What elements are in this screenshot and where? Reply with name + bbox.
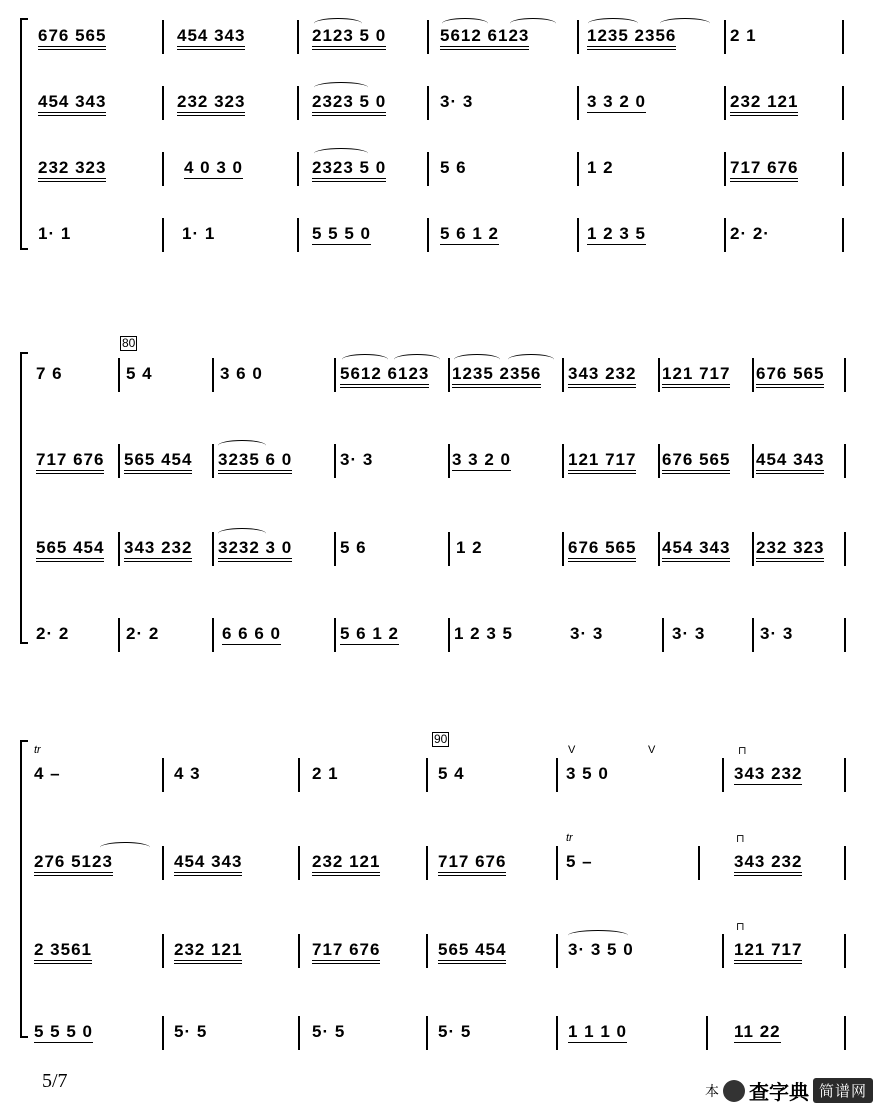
barline <box>662 618 664 652</box>
rehearsal-mark-90: 90 <box>434 732 448 746</box>
note-group: 676 565 <box>756 364 824 388</box>
note-group: 4 – <box>34 764 61 783</box>
barline <box>562 444 564 478</box>
note-group: 454 343 <box>38 92 106 116</box>
note-group: 1· 1 <box>38 224 72 243</box>
barline <box>844 1016 846 1050</box>
note-group: 343 232 <box>568 364 636 388</box>
note-group: 2123 5 0 <box>312 26 386 50</box>
staff-line-3 <box>22 152 852 192</box>
barline <box>426 934 428 968</box>
barline <box>298 758 300 792</box>
note-group: 2· 2 <box>126 624 160 643</box>
note-group: 3 3 2 0 <box>587 92 646 111</box>
barline <box>556 758 558 792</box>
note-group: 454 343 <box>662 538 730 562</box>
barline <box>448 618 450 652</box>
barline <box>842 218 844 252</box>
barline <box>842 86 844 120</box>
note-group: 343 232 <box>734 764 803 783</box>
barline <box>334 444 336 478</box>
note-group: 232 121 <box>312 852 380 876</box>
note-group: 3· 3 <box>440 92 474 111</box>
note-group: 676 565 <box>662 450 730 474</box>
note-group: 454 343 <box>177 26 245 50</box>
note-group: 676 565 <box>38 26 106 50</box>
barline <box>724 86 726 120</box>
barline <box>334 532 336 566</box>
barline <box>162 758 164 792</box>
barline <box>844 444 846 478</box>
barline <box>844 532 846 566</box>
note-group: 454 343 <box>174 852 242 876</box>
barline <box>722 758 724 792</box>
note-group: 2 1 <box>730 26 757 45</box>
barline <box>427 20 429 54</box>
bowing-mark: ⊓ <box>738 745 747 757</box>
note-group: 276 5123 <box>34 852 113 876</box>
note-group: 232 121 <box>174 940 242 964</box>
note-group: 4 3 <box>174 764 201 783</box>
barline <box>162 934 164 968</box>
barline <box>698 846 700 880</box>
note-group: 3· 3 <box>570 624 604 643</box>
barline <box>722 934 724 968</box>
note-group: 717 676 <box>36 450 104 474</box>
barline <box>562 358 564 392</box>
barline <box>844 358 846 392</box>
barline <box>448 444 450 478</box>
note-group: 565 454 <box>438 940 506 964</box>
note-group: 3232 3 0 <box>218 538 292 562</box>
barline <box>577 218 579 252</box>
barline <box>162 152 164 186</box>
barline <box>162 1016 164 1050</box>
barline <box>844 758 846 792</box>
note-group: 3 6 0 <box>220 364 263 383</box>
note-group: 717 676 <box>312 940 380 964</box>
note-group: 5· 5 <box>438 1022 472 1041</box>
note-group: 1 2 3 5 <box>454 624 513 643</box>
note-group: 1 2 <box>587 158 614 177</box>
barline <box>162 20 164 54</box>
barline <box>844 846 846 880</box>
note-group: 2 3561 <box>34 940 92 964</box>
note-group: 11 22 <box>734 1022 781 1041</box>
staff-line-2 <box>22 444 852 484</box>
watermark-prefix: 本 <box>704 1082 719 1099</box>
barline <box>752 532 754 566</box>
barline <box>427 152 429 186</box>
note-group: 6 6 6 0 <box>222 624 281 643</box>
accent-mark: V <box>568 744 576 756</box>
barline <box>724 218 726 252</box>
note-group: 5 5 5 0 <box>312 224 371 243</box>
barline <box>426 846 428 880</box>
staff-line-4 <box>22 1016 852 1056</box>
staff-line-4 <box>22 618 852 658</box>
barline <box>752 358 754 392</box>
barline <box>118 618 120 652</box>
barline <box>118 358 120 392</box>
staff-line-2 <box>22 832 852 886</box>
bowing-mark: ⊓ <box>736 833 745 845</box>
note-group: 5 6 1 2 <box>340 624 399 643</box>
note-group: 2· 2 <box>36 624 70 643</box>
note-group: 2· 2· <box>730 224 770 243</box>
watermark <box>705 1076 873 1105</box>
note-group: 4 0 3 0 <box>184 158 243 177</box>
note-group: 1235 2356 <box>587 26 676 50</box>
watermark-tag: 简谱网 <box>813 1078 873 1103</box>
note-group: 454 343 <box>756 450 824 474</box>
barline <box>162 86 164 120</box>
watermark-brand: 查字典 <box>748 1082 809 1104</box>
staff-line-3 <box>22 532 852 572</box>
note-group: 2323 5 0 <box>312 92 386 116</box>
note-group: 565 454 <box>124 450 192 474</box>
barline <box>426 1016 428 1050</box>
barline <box>212 532 214 566</box>
staff-line-2 <box>22 86 852 126</box>
note-group: 3· 3 <box>760 624 794 643</box>
barline <box>724 152 726 186</box>
barline <box>658 532 660 566</box>
barline <box>706 1016 708 1050</box>
note-group: 343 232 <box>734 852 802 876</box>
note-group: 343 232 <box>124 538 192 562</box>
note-group: 7 6 <box>36 364 63 383</box>
barline <box>118 532 120 566</box>
note-group: 2 1 <box>312 764 339 783</box>
barline <box>297 86 299 120</box>
barline <box>577 20 579 54</box>
barline <box>212 618 214 652</box>
staff-line-1 <box>22 358 852 398</box>
note-group: 5· 5 <box>174 1022 208 1041</box>
barline <box>556 846 558 880</box>
barline <box>298 846 300 880</box>
staff-line-1 <box>22 20 852 60</box>
barline <box>658 444 660 478</box>
note-group: 676 565 <box>568 538 636 562</box>
note-group: 3· 3 <box>672 624 706 643</box>
note-group: 3 3 2 0 <box>452 450 511 469</box>
barline <box>162 218 164 252</box>
barline <box>556 934 558 968</box>
barline <box>724 20 726 54</box>
barline <box>297 152 299 186</box>
note-group: 5 5 5 0 <box>34 1022 93 1041</box>
barline <box>844 934 846 968</box>
bowing-mark: ⊓ <box>736 921 745 933</box>
note-group: 3235 6 0 <box>218 450 292 474</box>
note-group: 5 4 <box>438 764 465 783</box>
barline <box>162 846 164 880</box>
note-group: 232 323 <box>756 538 824 562</box>
note-group: 3 5 0 <box>566 764 609 783</box>
barline <box>298 934 300 968</box>
accent-mark: V <box>648 744 656 756</box>
barline <box>842 20 844 54</box>
note-group: 5 4 <box>126 364 153 383</box>
staff-line-1 <box>22 758 852 798</box>
note-group: 5· 5 <box>312 1022 346 1041</box>
barline <box>212 358 214 392</box>
note-group: 232 323 <box>38 158 106 182</box>
barline <box>448 358 450 392</box>
note-group: 1 2 <box>456 538 483 557</box>
barline <box>658 358 660 392</box>
note-group: 5612 6123 <box>440 26 529 50</box>
staff-line-3 <box>22 921 852 974</box>
note-group: 5 – <box>566 852 593 871</box>
note-group: 3· 3 5 0 <box>568 940 634 959</box>
barline <box>448 532 450 566</box>
note-group: 3· 3 <box>340 450 374 469</box>
note-group: 232 323 <box>177 92 245 116</box>
note-group: 5 6 <box>340 538 367 557</box>
barline <box>427 86 429 120</box>
note-group: 717 676 <box>438 852 506 876</box>
barline <box>118 444 120 478</box>
note-group: 232 121 <box>730 92 798 116</box>
note-group: 121 717 <box>734 940 802 964</box>
barline <box>842 152 844 186</box>
trill-mark: tr <box>34 744 41 756</box>
note-group: 1235 2356 <box>452 364 541 388</box>
mascot-icon <box>723 1080 745 1102</box>
barline <box>556 1016 558 1050</box>
note-group: 5 6 1 2 <box>440 224 499 243</box>
barline <box>297 20 299 54</box>
barline <box>427 218 429 252</box>
note-group: 2323 5 0 <box>312 158 386 182</box>
trill-mark: tr <box>566 832 573 844</box>
note-group: 1 1 1 0 <box>568 1022 627 1041</box>
note-group: 1· 1 <box>182 224 216 243</box>
note-group: 121 717 <box>662 364 730 388</box>
page-number: 5/7 <box>42 1070 68 1092</box>
barline <box>334 618 336 652</box>
barline <box>426 758 428 792</box>
barline <box>562 532 564 566</box>
rehearsal-mark-80: 80 <box>122 336 136 350</box>
barline <box>752 618 754 652</box>
barline <box>334 358 336 392</box>
barline <box>752 444 754 478</box>
barline <box>298 1016 300 1050</box>
staff-line-4 <box>22 218 852 258</box>
barline <box>577 152 579 186</box>
note-group: 717 676 <box>730 158 798 182</box>
barline <box>297 218 299 252</box>
note-group: 1 2 3 5 <box>587 224 646 243</box>
note-group: 565 454 <box>36 538 104 562</box>
barline <box>212 444 214 478</box>
note-group: 5 6 <box>440 158 467 177</box>
barline <box>577 86 579 120</box>
note-group: 121 717 <box>568 450 636 474</box>
note-group: 5612 6123 <box>340 364 429 388</box>
barline <box>844 618 846 652</box>
